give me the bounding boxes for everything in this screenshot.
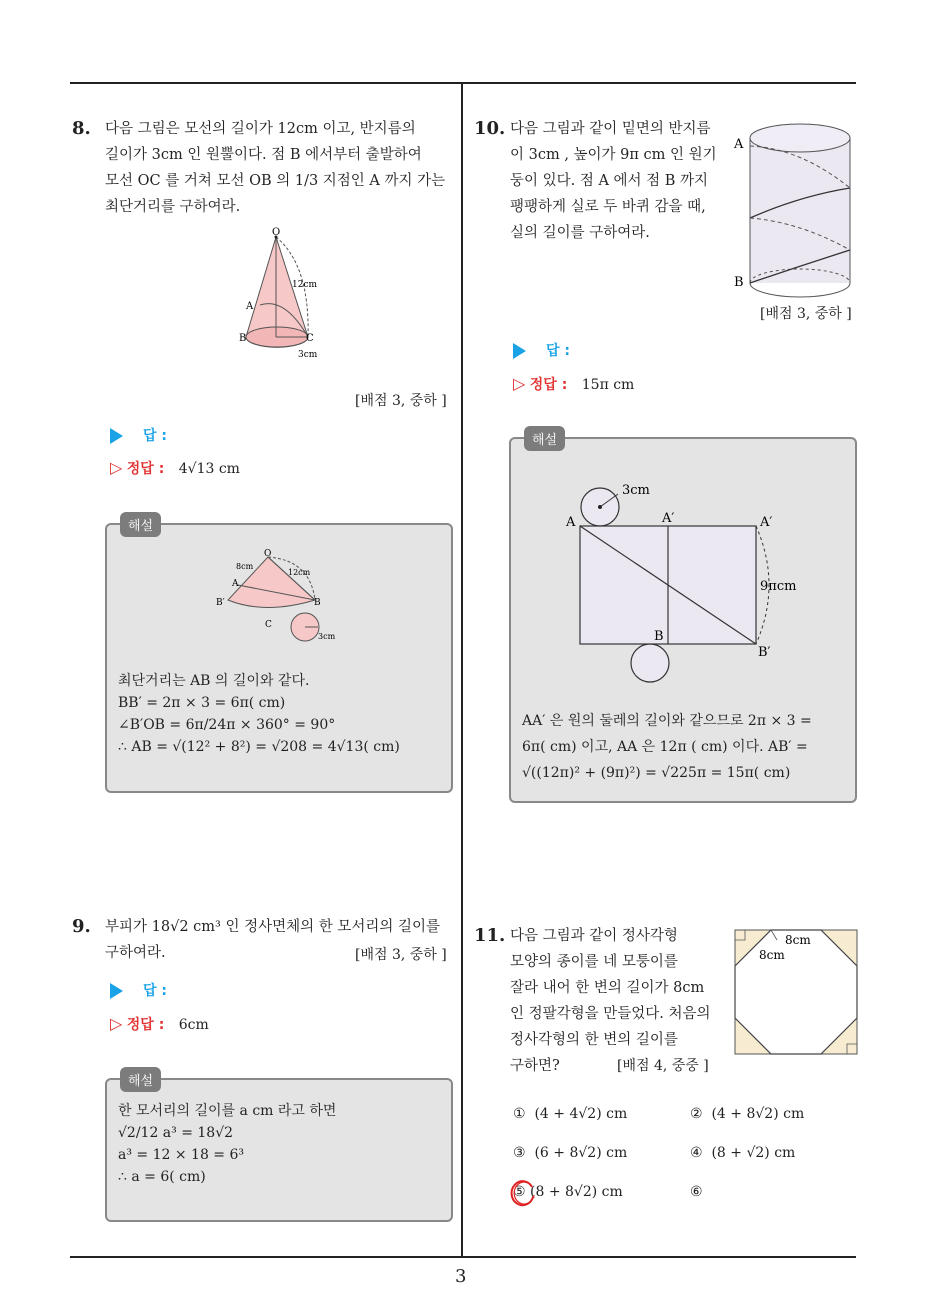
q10-line5: 실의 길이를 구하여라. <box>510 225 650 241</box>
q9-line1: 부피가 18√2 cm³ 인 정사면체의 한 모서리의 길이를 <box>105 919 440 935</box>
q8-sol-line4: ∴ AB = √(12² + 8²) = √208 = 4√13( cm) <box>118 739 400 755</box>
q10-correct-row <box>513 374 634 394</box>
q11-line1: 다음 그림과 같이 정사각형 <box>510 928 678 944</box>
q10-line4: 팽팽하게 실로 두 바퀴 감을 때, <box>510 199 706 215</box>
q10-answer-row <box>513 340 570 360</box>
q8-sol-label-b: B <box>314 598 321 608</box>
q11-line6: 구하면? <box>510 1058 560 1074</box>
q8-sol-line1: 최단거리는 AB 의 길이와 같다. <box>118 673 310 689</box>
column-divider <box>461 83 463 1258</box>
q11-choice-2[interactable] <box>690 1106 804 1122</box>
choice-mark: ⑤ <box>513 1184 526 1200</box>
q11-choice-4[interactable] <box>690 1145 795 1161</box>
q10-line2: 이 3cm , 높이가 9π cm 인 원기 <box>510 147 717 163</box>
q10-sol-line2: 6π( cm) 이고, AA 은 12π ( cm) 이다. AB′ = <box>522 739 808 755</box>
q10-sol-label-ap1: A′ <box>662 511 675 526</box>
q9-correct-row <box>110 1014 209 1034</box>
q11-line4: 인 정팔각형을 만들었다. 처음의 <box>510 1006 711 1022</box>
q11-score: [배점 4, 중중 ] <box>617 1058 709 1074</box>
q8-sol-label-12: 12cm <box>288 568 311 577</box>
q10-correct-value: 15π cm <box>581 377 635 393</box>
q8-line1: 다음 그림은 모선의 길이가 12cm 이고, 반지름의 <box>105 121 416 137</box>
q8-correct-value: 4√13 cm <box>178 461 240 477</box>
choice-text: (4 + 4√2) cm <box>534 1106 628 1122</box>
q8-sol-line3: ∠B′OB = 6π/24π × 360° = 90° <box>118 717 336 733</box>
q10-correct-label: 정답 : <box>529 377 568 393</box>
q9-correct-label: 정답 : <box>126 1017 165 1033</box>
q8-sol-label-a: A <box>232 579 239 589</box>
q8-fig-label-c: C <box>306 333 314 344</box>
q9-answer-label: 답 : <box>143 983 167 999</box>
choice-mark: ① <box>513 1106 526 1122</box>
q8-answer-row <box>110 425 167 445</box>
q8-correct-row <box>110 458 240 478</box>
q8-solution-text <box>118 670 448 758</box>
q10-sol-label-b: B <box>654 629 664 644</box>
q11-choice-3[interactable] <box>513 1145 627 1161</box>
q10-solution-figure <box>560 478 810 693</box>
q8-fig-label-o: O <box>272 227 281 238</box>
q8-sol-label-bp: B′ <box>216 598 225 608</box>
q11-fig-label-b: 8cm <box>759 948 785 962</box>
q10-sol-line1: AA′ 은 원의 둘레의 길이와 같으므로 2π × 3 = <box>522 713 812 729</box>
q10-fig-label-a: A <box>734 137 744 152</box>
q8-question <box>105 116 455 220</box>
q8-line3: 모선 OC 를 거쳐 모선 OB 의 1/3 지점인 A 까지 가는 <box>105 173 446 189</box>
q11-octagon-figure <box>733 928 859 1056</box>
q9-answer-arrow-icon <box>110 983 123 999</box>
q8-answer-label: 답 : <box>143 428 167 444</box>
q8-fig-label-len: 12cm <box>292 280 318 290</box>
q8-number: 8. <box>72 118 91 139</box>
q8-fig-label-a: A <box>246 301 254 312</box>
q10-sol-label-bp: B′ <box>758 645 771 660</box>
q11-fig-label-a: 8cm <box>785 933 811 947</box>
q10-sol-label-h: 9πcm <box>760 579 797 594</box>
choice-mark: ② <box>690 1106 703 1122</box>
q11-number: 11. <box>474 925 506 946</box>
q10-number: 10. <box>474 118 506 139</box>
q10-solution-tag: 해설 <box>524 426 565 451</box>
q8-sol-label-a8: 8cm <box>236 562 254 571</box>
choice-mark: ③ <box>513 1145 526 1161</box>
q9-sol-line2: √2/12 a³ = 18√2 <box>118 1125 234 1141</box>
q9-solution-tag: 해설 <box>120 1067 161 1092</box>
q10-line3: 둥이 있다. 점 A 에서 점 B 까지 <box>510 173 709 189</box>
q10-question <box>510 116 730 246</box>
q9-sol-line1: 한 모서리의 길이를 a cm 라고 하면 <box>118 1103 337 1119</box>
q10-answer-label: 답 : <box>546 343 570 359</box>
q8-line4: 최단거리를 구하여라. <box>105 199 241 215</box>
q8-correct-arrow-icon: ▷ <box>110 458 123 477</box>
q11-choice-5[interactable] <box>513 1184 623 1200</box>
q11-line3: 잘라 내어 한 변의 길이가 8cm <box>510 980 705 996</box>
correct-circle-icon <box>507 1177 537 1209</box>
q8-line2: 길이가 3cm 인 원뿔이다. 점 B 에서부터 출발하여 <box>105 147 422 163</box>
q10-sol-label-ap2: A′ <box>760 515 773 530</box>
choice-mark: ⑥ <box>690 1184 703 1200</box>
q10-fig-label-b: B <box>734 275 744 290</box>
q10-line1: 다음 그림과 같이 밑면의 반지름 <box>510 121 711 137</box>
q8-cone-figure <box>230 225 330 365</box>
q11-choice-1[interactable] <box>513 1106 627 1122</box>
q9-sol-line4: ∴ a = 6( cm) <box>118 1169 206 1185</box>
q10-answer-arrow-icon <box>513 343 526 359</box>
q10-sol-label-r: 3cm <box>622 483 650 498</box>
q11-line5: 정사각형의 한 변의 길이를 <box>510 1032 678 1048</box>
top-rule <box>70 82 856 84</box>
q8-sol-label-r: 3cm <box>318 632 336 641</box>
q11-choice-6[interactable] <box>690 1184 711 1200</box>
choice-mark: ④ <box>690 1145 703 1161</box>
q10-score: [배점 3, 중하 ] <box>760 306 852 322</box>
q8-sol-label-c: C <box>265 620 272 630</box>
q9-answer-row <box>110 980 167 1000</box>
q10-sol-label-a: A <box>566 515 576 530</box>
q8-correct-label: 정답 : <box>126 461 165 477</box>
q10-solution-text <box>522 708 850 786</box>
page-number: 3 <box>455 1266 467 1287</box>
q9-line2: 구하여라. <box>105 945 166 961</box>
q8-sol-label-o: O <box>264 549 272 559</box>
q10-sol-line3: √((12π)² + (9π)²) = √225π = 15π( cm) <box>522 765 791 781</box>
q8-answer-arrow-icon <box>110 428 123 444</box>
q8-sol-line2: BB′ = 2π × 3 = 6π( cm) <box>118 695 286 711</box>
choice-text: (8 + 8√2) cm <box>530 1184 623 1200</box>
q8-solution-tag: 해설 <box>120 512 161 537</box>
q9-solution-text <box>118 1100 448 1188</box>
q8-solution-figure <box>210 545 350 645</box>
q9-sol-line3: a³ = 12 × 18 = 6³ <box>118 1147 244 1163</box>
q8-fig-label-r: 3cm <box>298 350 318 360</box>
choice-text: (6 + 8√2) cm <box>534 1145 628 1161</box>
q10-correct-arrow-icon: ▷ <box>513 374 526 393</box>
q9-score: [배점 3, 중하 ] <box>355 947 447 963</box>
q9-number: 9. <box>72 916 91 937</box>
q9-correct-value: 6cm <box>178 1017 209 1033</box>
choice-text: (4 + 8√2) cm <box>711 1106 805 1122</box>
choice-text: (8 + √2) cm <box>711 1145 796 1161</box>
q11-line2: 모양의 종이를 네 모퉁이를 <box>510 954 678 970</box>
bottom-rule <box>70 1256 856 1258</box>
q9-correct-arrow-icon: ▷ <box>110 1014 123 1033</box>
q8-fig-label-b: B <box>239 333 247 344</box>
q8-score: [배점 3, 중하 ] <box>355 393 447 409</box>
q10-cylinder-figure <box>730 118 860 298</box>
